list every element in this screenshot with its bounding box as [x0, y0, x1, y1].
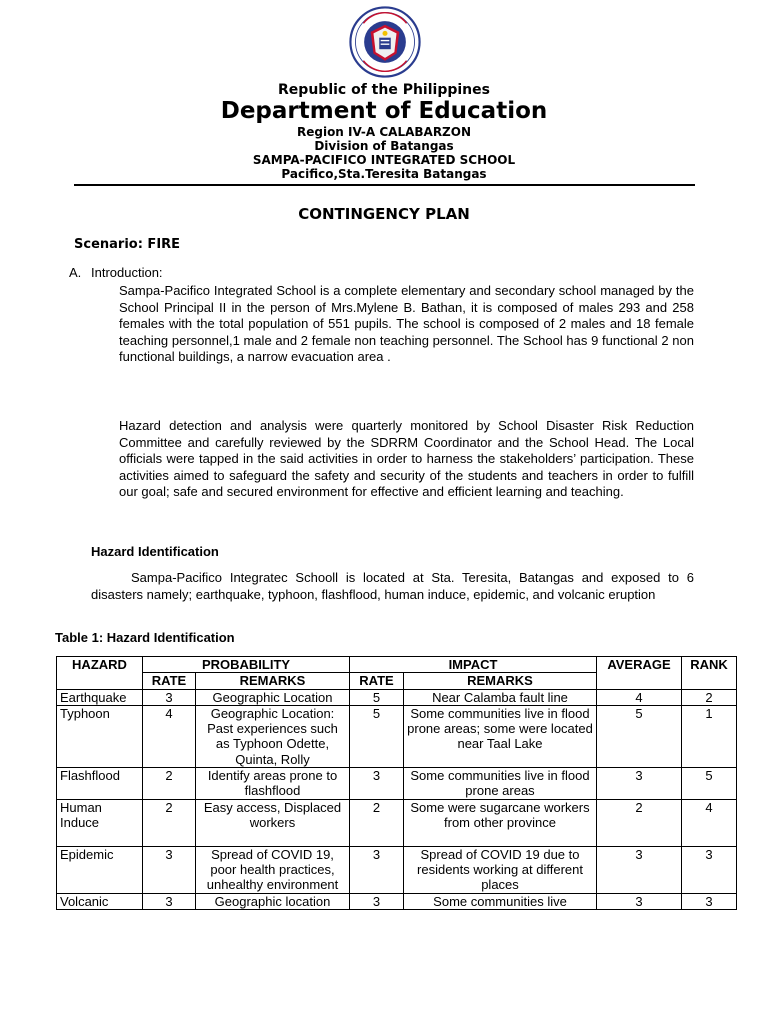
header-probability: PROBABILITY	[143, 657, 350, 673]
document-title: CONTINGENCY PLAN	[298, 205, 470, 223]
cell-hazard: Epidemic	[57, 846, 143, 893]
header-rank: RANK	[682, 657, 737, 690]
table-row	[57, 768, 737, 800]
cell-average: 3	[597, 893, 682, 909]
cell-probability-remarks: Geographic Location: Past experiences such as Typhoon Odette, Quinta, Rolly	[196, 705, 350, 767]
cell-impact-remarks: Near Calamba fault line	[404, 689, 597, 705]
cell-average: 5	[597, 705, 682, 767]
cell-impact-remarks: Spread of COVID 19 due to residents working at different places	[404, 846, 597, 893]
region-line: Region IV-A CALABARZON	[296, 125, 472, 139]
cell-impact-rate: 2	[350, 799, 404, 846]
cell-probability-rate: 4	[143, 705, 196, 767]
cell-impact-rate: 3	[350, 768, 404, 800]
cell-impact-rate: 5	[350, 689, 404, 705]
cell-average: 3	[597, 768, 682, 800]
hazard-identification-heading: Hazard Identification	[91, 544, 219, 559]
cell-probability-rate: 3	[143, 893, 196, 909]
cell-rank: 5	[682, 768, 737, 800]
cell-probability-rate: 2	[143, 768, 196, 800]
introduction-paragraph: Sampa-Pacifico Integrated School is a complete elementary and secondary school managed by the School Principal II in the person of Mrs.Mylene B. Bathan, it is composed of males 293 and 258 females with the total population of 551 pupils. The school is composed of 2 males and 18 female teaching personnel,1 male and 2 female non teaching personnel. The School has 9 functional 2 non functional buildings, a narrow evacuation area .	[119, 283, 694, 365]
table-row	[57, 705, 737, 767]
cell-probability-remarks: Easy access, Displaced workers	[196, 799, 350, 846]
table-row	[57, 689, 737, 705]
header-probability-rate: RATE	[143, 673, 196, 689]
cell-probability-rate: 2	[143, 799, 196, 846]
table-row	[57, 799, 737, 846]
cell-rank: 4	[682, 799, 737, 846]
introduction-label: Introduction:	[91, 265, 163, 280]
cell-impact-rate: 3	[350, 893, 404, 909]
cell-impact-rate: 3	[350, 846, 404, 893]
cell-probability-remarks: Identify areas prone to flashflood	[196, 768, 350, 800]
deped-seal-logo	[349, 6, 421, 78]
header-probability-remarks: REMARKS	[196, 673, 350, 689]
header-impact: IMPACT	[350, 657, 597, 673]
cell-probability-remarks: Spread of COVID 19, poor health practices, unhealthy environment	[196, 846, 350, 893]
cell-hazard: Typhoon	[57, 705, 143, 767]
cell-rank: 2	[682, 689, 737, 705]
hazard-table	[56, 656, 737, 910]
header-hazard: HAZARD	[57, 657, 143, 690]
header-divider	[74, 184, 695, 186]
cell-average: 3	[597, 846, 682, 893]
introduction-heading	[69, 265, 163, 280]
cell-rank: 3	[682, 893, 737, 909]
division-line: Division of Batangas	[314, 139, 454, 153]
school-name: SAMPA-PACIFICO INTEGRATED SCHOOL	[252, 153, 516, 167]
cell-impact-remarks: Some were sugarcane workers from other province	[404, 799, 597, 846]
introduction-number: A.	[69, 265, 82, 280]
cell-rank: 1	[682, 705, 737, 767]
cell-probability-rate: 3	[143, 689, 196, 705]
cell-probability-remarks: Geographic location	[196, 893, 350, 909]
cell-impact-rate: 5	[350, 705, 404, 767]
cell-hazard: Flashflood	[57, 768, 143, 800]
scenario-label: Scenario: FIRE	[74, 237, 181, 252]
department-title: Department of Education	[220, 98, 548, 124]
table-caption: Table 1: Hazard Identification	[55, 630, 235, 645]
table-header-row	[57, 657, 737, 673]
table-row	[57, 893, 737, 909]
cell-impact-remarks: Some communities live in flood prone areas	[404, 768, 597, 800]
cell-hazard: Earthquake	[57, 689, 143, 705]
hazard-analysis-paragraph: Hazard detection and analysis were quarterly monitored by School Disaster Risk Reduction Committee and carefully reviewed by the SDRRM Coordinator and the School Head. The Local officials were tapped in the said activities in order to harness the stakeholders’ participation. These activities aimed to safeguard the safety and security of the students and teachers in order to fulfill our goal; safe and secured environment for effective and efficient learning and teaching.	[119, 418, 694, 500]
header-impact-remarks: REMARKS	[404, 673, 597, 689]
cell-average: 2	[597, 799, 682, 846]
republic-line: Republic of the Philippines	[278, 82, 490, 98]
table-row	[57, 846, 737, 893]
cell-hazard: Volcanic	[57, 893, 143, 909]
cell-rank: 3	[682, 846, 737, 893]
cell-probability-remarks: Geographic Location	[196, 689, 350, 705]
cell-probability-rate: 3	[143, 846, 196, 893]
cell-hazard: Human Induce	[57, 799, 143, 846]
cell-average: 4	[597, 689, 682, 705]
header-average: AVERAGE	[597, 657, 682, 690]
header-impact-rate: RATE	[350, 673, 404, 689]
hazard-identification-paragraph: Sampa-Pacifico Integratec Schooll is located at Sta. Teresita, Batangas and exposed to 6 disasters namely; earthquake, typhoon, flashflood, human induce, epidemic, and volcanic eruption	[91, 570, 694, 602]
cell-impact-remarks: Some communities live in flood prone areas; some were located near Taal Lake	[404, 705, 597, 767]
school-address: Pacifico,Sta.Teresita Batangas	[281, 167, 487, 181]
cell-impact-remarks: Some communities live	[404, 893, 597, 909]
